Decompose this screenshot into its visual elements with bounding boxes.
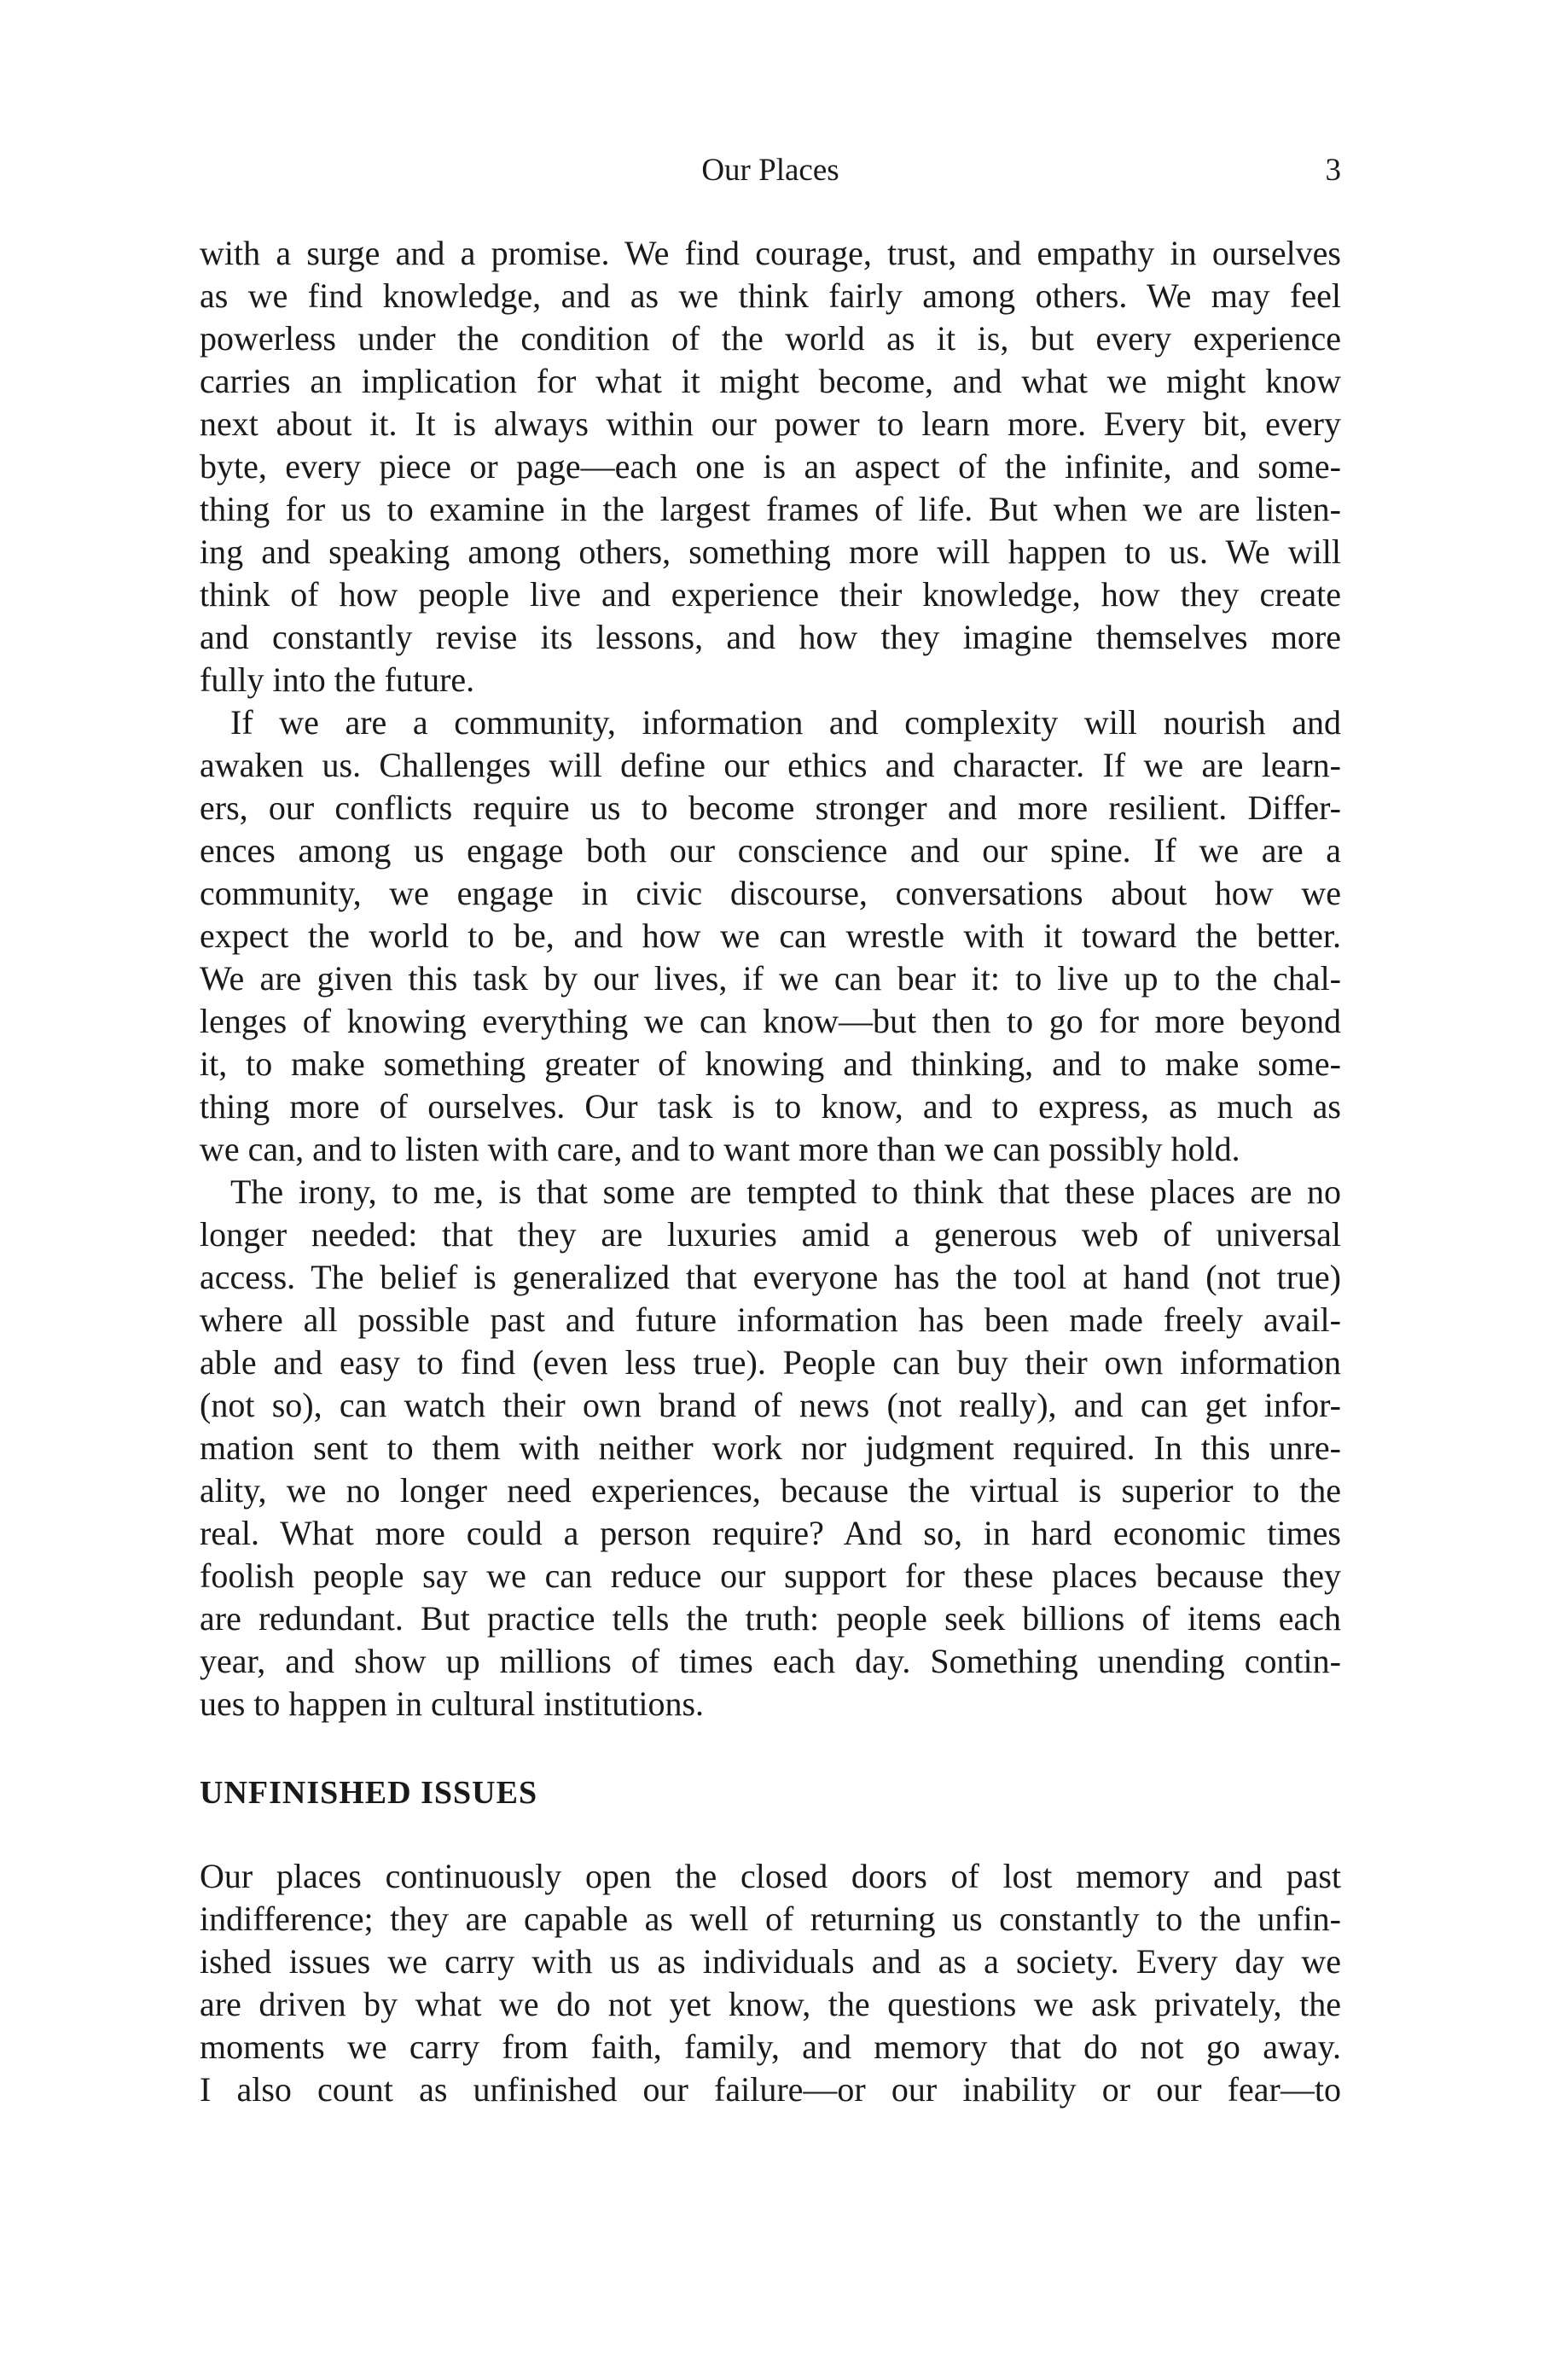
text-line: lenges of knowing everything we can know—but then to go for more beyond xyxy=(200,1002,1341,1040)
running-title: Our Places xyxy=(701,153,839,188)
running-head xyxy=(200,149,1341,192)
text-line: where all possible past and future information has been made freely avail- xyxy=(200,1300,1341,1339)
text-line: The irony, to me, is that some are tempted to think that these places are no xyxy=(230,1172,1341,1211)
text-line: ers, our conflicts require us to become stronger and more resilient. Differ- xyxy=(200,788,1341,827)
text-line: awaken us. Challenges will define our ethics and character. If we are learn- xyxy=(200,746,1341,784)
text-line: are driven by what we do not yet know, the questions we ask privately, the xyxy=(200,1985,1341,2023)
text-line: next about it. It is always within our power to learn more. Every bit, every xyxy=(200,404,1341,443)
text-line: powerless under the condition of the world as it is, but every experience xyxy=(200,319,1341,358)
paragraphs xyxy=(200,232,1341,1725)
paragraph xyxy=(200,232,1341,701)
text-line: we can, and to listen with care, and to want more than we can possibly hold. xyxy=(200,1130,1240,1168)
text-line: able and easy to find (even less true). People can buy their own information xyxy=(200,1343,1341,1382)
section-paragraph xyxy=(200,1855,1341,2111)
text-line: expect the world to be, and how we can wrestle with it toward the better. xyxy=(200,916,1341,955)
text-line: carries an implication for what it might become, and what we might know xyxy=(200,362,1341,400)
text-line: access. The belief is generalized that everyone has the tool at hand (not true) xyxy=(200,1258,1341,1296)
text-line: (not so), can watch their own brand of news (not really), and can get infor- xyxy=(200,1386,1341,1424)
text-line: Our places continuously open the closed doors of lost memory and past xyxy=(200,1857,1341,1895)
paragraph xyxy=(200,1171,1341,1725)
text-line: thing more of ourselves. Our task is to know, and to express, as much as xyxy=(200,1087,1341,1126)
text-line: with a surge and a promise. We find courage, trust, and empathy in ourselves xyxy=(200,234,1341,272)
text-line: think of how people live and experience their knowledge, how they create xyxy=(200,575,1341,614)
section-heading: UNFINISHED ISSUES xyxy=(200,1775,538,1811)
body-text xyxy=(200,232,1341,2111)
text-line: ality, we no longer need experiences, because the virtual is superior to the xyxy=(200,1471,1341,1510)
text-line: ing and speaking among others, something more will happen to us. We will xyxy=(200,532,1341,571)
text-line: thing for us to examine in the largest frames of life. But when we are listen- xyxy=(200,490,1341,528)
text-line: it, to make something greater of knowing and thinking, and to make some- xyxy=(200,1044,1341,1083)
text-line: and constantly revise its lessons, and how they imagine themselves more xyxy=(200,618,1341,656)
text-line: ished issues we carry with us as individuals and as a society. Every day we xyxy=(200,1942,1341,1981)
text-line: moments we carry from faith, family, and memory that do not go away. xyxy=(200,2028,1341,2066)
text-line: as we find knowledge, and as we think fairly among others. We may feel xyxy=(200,276,1341,315)
text-line: byte, every piece or page—each one is an aspect of the infinite, and some- xyxy=(200,447,1341,486)
text-line: mation sent to them with neither work nor judgment required. In this unre- xyxy=(200,1428,1341,1467)
text-line: ences among us engage both our conscience and our spine. If we are a xyxy=(200,831,1341,870)
text-line: foolish people say we can reduce our support for these places because they xyxy=(200,1556,1341,1595)
text-line: real. What more could a person require? And so, in hard economic times xyxy=(200,1514,1341,1552)
text-line: indifference; they are capable as well of returning us constantly to the unfin- xyxy=(200,1900,1341,1938)
paragraph xyxy=(200,701,1341,1171)
page-number: 3 xyxy=(1325,153,1341,188)
text-line: are redundant. But practice tells the truth: people seek billions of items each xyxy=(200,1599,1341,1638)
text-line: community, we engage in civic discourse, conversations about how we xyxy=(200,874,1341,912)
text-line: ues to happen in cultural institutions. xyxy=(200,1684,705,1723)
text-line: year, and show up millions of times each day. Something unending contin- xyxy=(200,1642,1341,1680)
text-line: longer needed: that they are luxuries amid a generous web of universal xyxy=(200,1215,1341,1254)
text-line: If we are a community, information and complexity will nourish and xyxy=(230,703,1341,742)
text-line: I also count as unfinished our failure—or our inability or our fear—to xyxy=(200,2070,1341,2109)
text-line: We are given this task by our lives, if we can bear it: to live up to the chal- xyxy=(200,959,1341,998)
text-line: fully into the future. xyxy=(200,660,475,699)
